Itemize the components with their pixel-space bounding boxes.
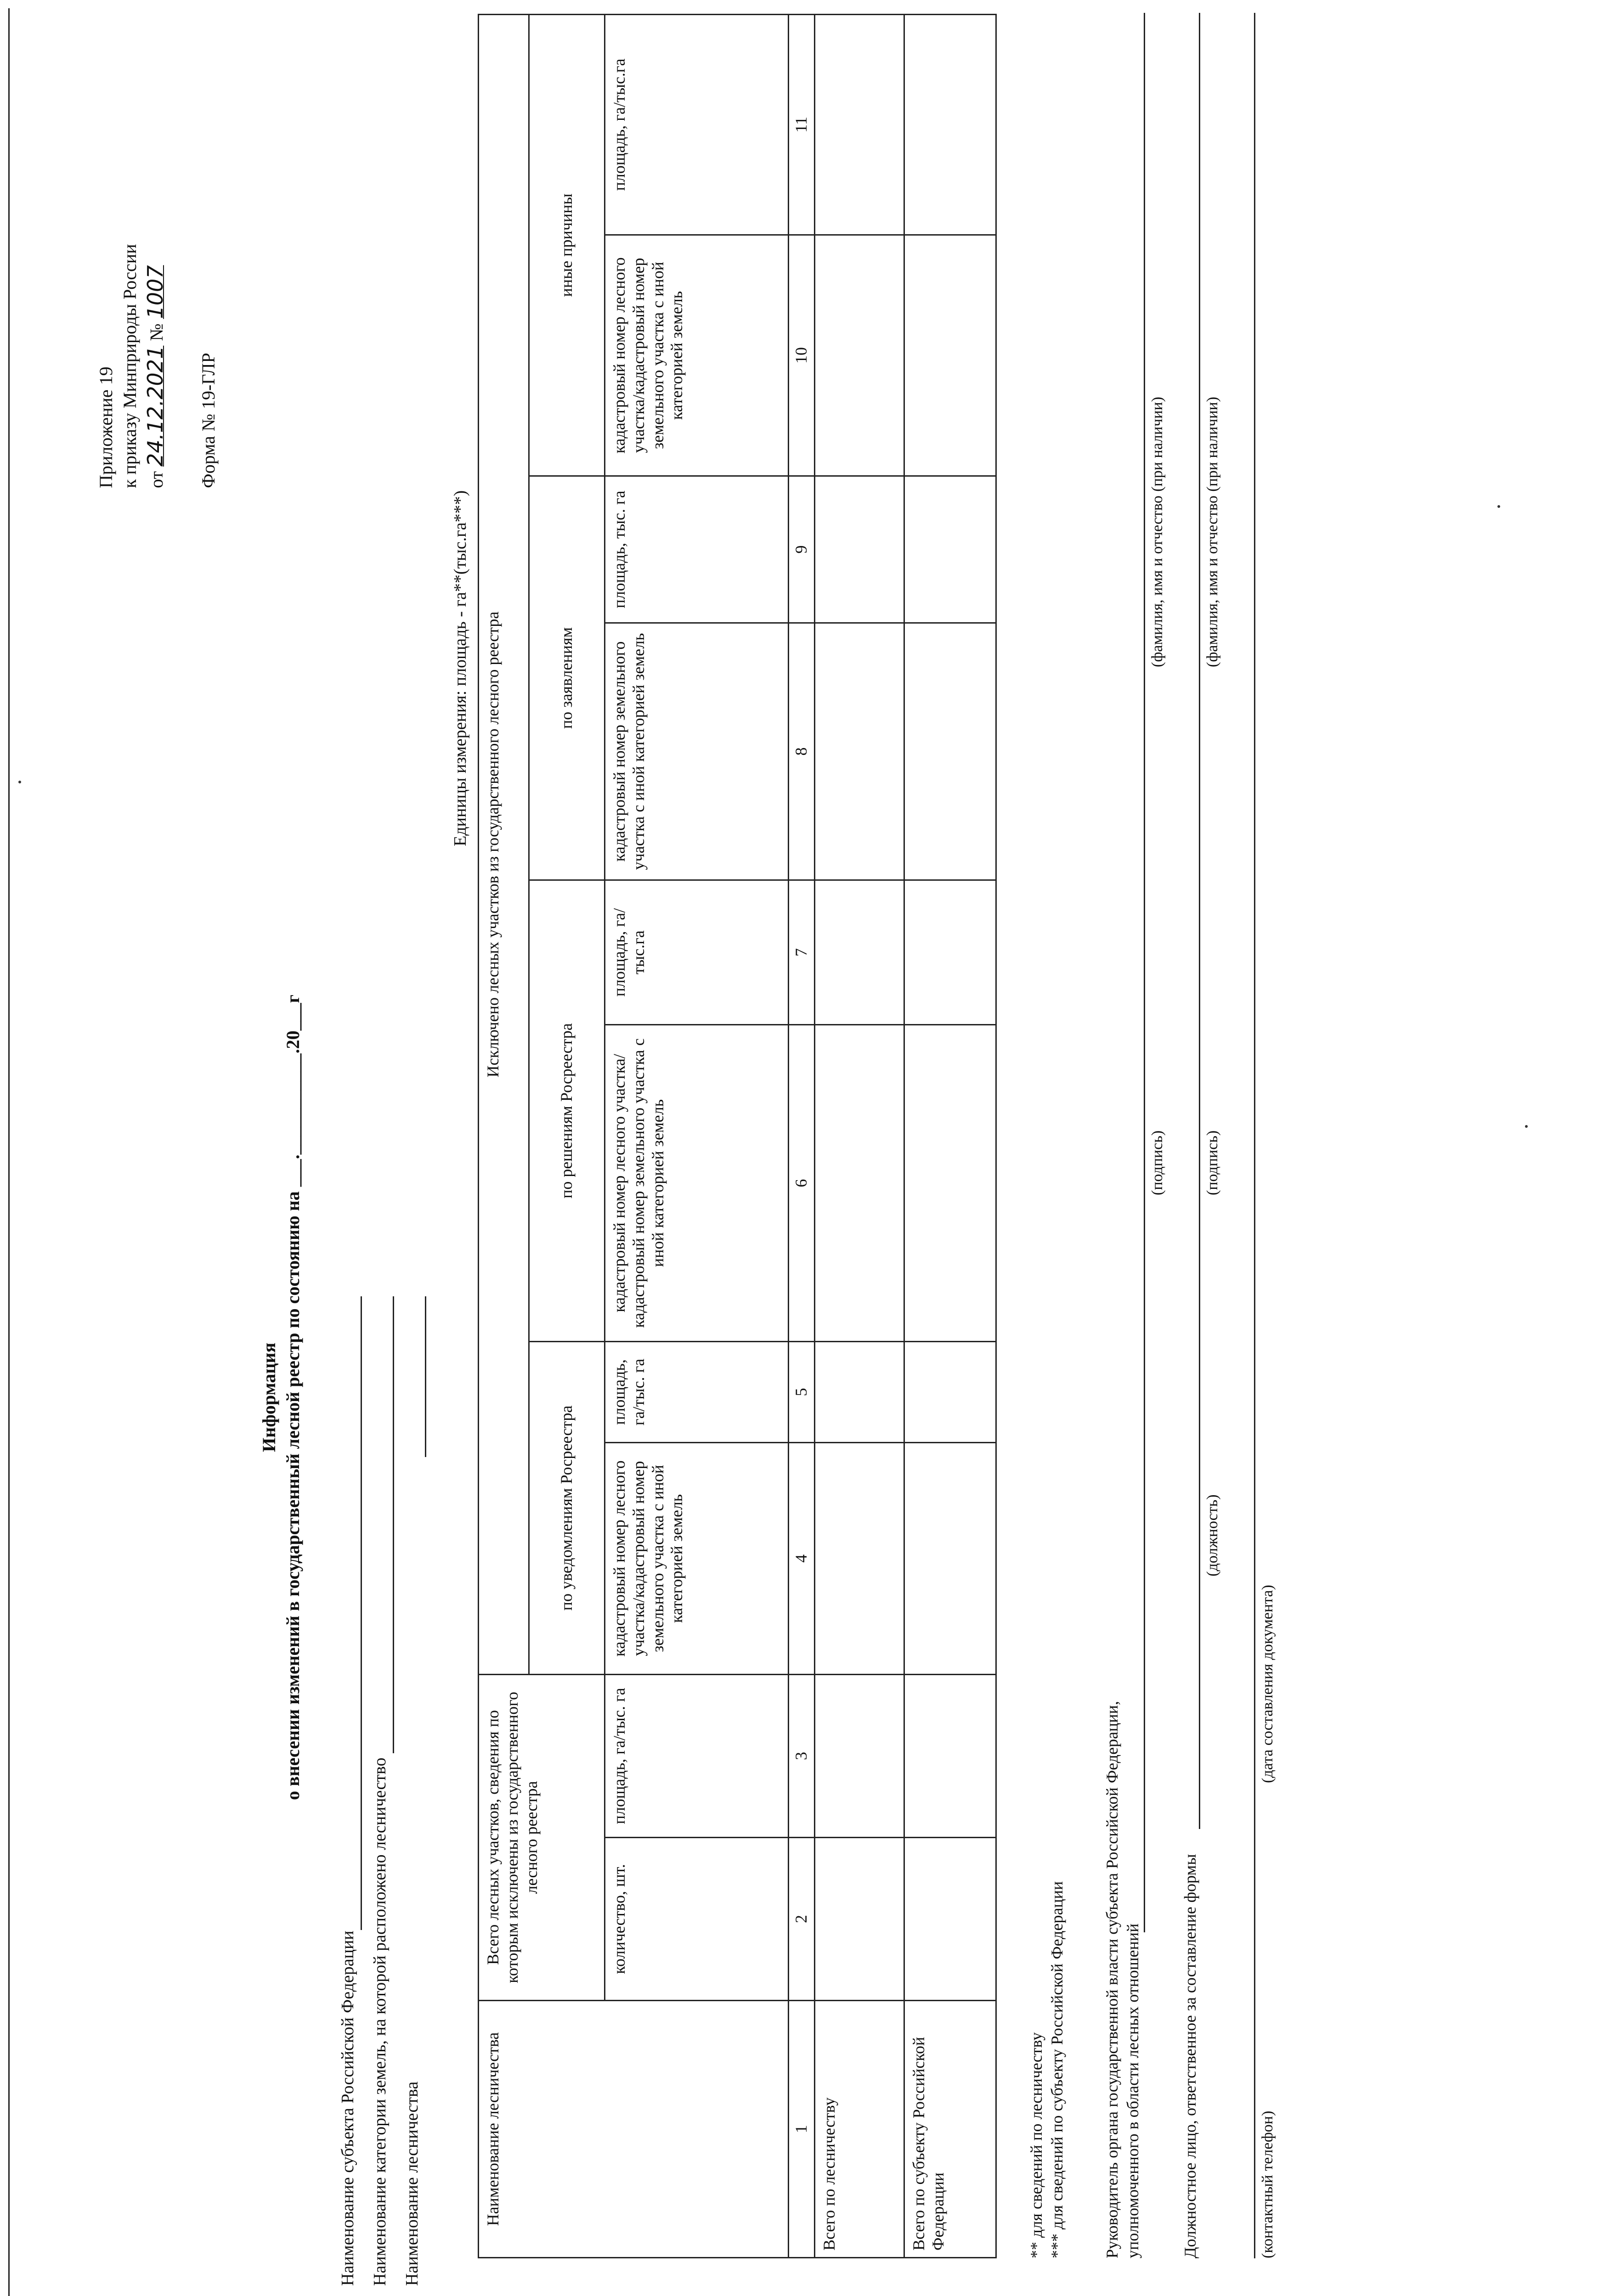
col-number: 6 bbox=[789, 1024, 815, 1341]
header-group-applications: по заявлениям bbox=[529, 476, 605, 880]
table-cell[interactable] bbox=[815, 1674, 904, 1837]
document-title bbox=[257, 754, 305, 2040]
col-number: 7 bbox=[789, 880, 815, 1024]
appendix-block bbox=[94, 244, 169, 488]
sub-cadastral: кадастровый номер лесного участка/кадастровый номер земельного участка с иной категорией земель bbox=[605, 1024, 789, 1341]
table-row bbox=[904, 14, 996, 2257]
forestry-name-label: Наименование лесничества bbox=[402, 2081, 422, 2286]
table-cell[interactable] bbox=[815, 14, 904, 235]
sub-area: площадь, га/тыс. га bbox=[605, 1341, 789, 1442]
table-cell[interactable] bbox=[815, 235, 904, 476]
col-number: 1 bbox=[789, 2001, 815, 2258]
header-total-excluded: Всего лесных участков, сведения по которым исключены из государственного лесного реестра bbox=[479, 1674, 605, 2000]
forestry-name-field[interactable] bbox=[425, 1296, 426, 1457]
responsible-person-label: Должностное лицо, ответственное за составление формы bbox=[1181, 1854, 1199, 2258]
order-number: 1007 bbox=[143, 265, 168, 319]
sub-area: площадь, га/тыс.га bbox=[605, 880, 789, 1024]
col-number: 3 bbox=[789, 1674, 815, 1837]
appendix-line1: Приложение 19 bbox=[96, 366, 116, 488]
appendix-line2: к приказу Минприроды России bbox=[119, 244, 140, 488]
table-cell[interactable] bbox=[904, 1024, 996, 1341]
head-title-line2: уполномоченного в области лесных отношений bbox=[1124, 1923, 1142, 2258]
order-date: 24.12.2021 bbox=[143, 345, 168, 467]
table-cell[interactable] bbox=[815, 1341, 904, 1442]
title-line2 bbox=[281, 754, 305, 2040]
subject-name-label: Наименование субъекта Российской Федерации bbox=[338, 1930, 357, 2286]
col-number: 8 bbox=[789, 623, 815, 880]
table-cell[interactable] bbox=[904, 1674, 996, 1837]
header-group-other: иные причины bbox=[529, 14, 605, 476]
head-fullname-caption: (фамилия, имя и отчество (при наличии) bbox=[1149, 397, 1166, 667]
head-title-line1: Руководитель органа государственной власти субъекта Российской Федерации, bbox=[1103, 1701, 1121, 2258]
date-caption: (дата составления документа) bbox=[1259, 1585, 1276, 1783]
form-number: Форма № 19-ГЛР bbox=[198, 353, 219, 488]
table-cell[interactable] bbox=[815, 1442, 904, 1674]
table-row bbox=[815, 14, 904, 2257]
col-number: 5 bbox=[789, 1341, 815, 1442]
header-group-decisions: по решениям Росреестра bbox=[529, 880, 605, 1341]
table-cell[interactable] bbox=[904, 1442, 996, 1674]
table-cell[interactable] bbox=[904, 14, 996, 235]
col-number: 4 bbox=[789, 1442, 815, 1674]
contact-line[interactable] bbox=[1254, 13, 1255, 2258]
footnote-forestry: ** для сведений по лесничеству bbox=[1027, 2032, 1045, 2258]
head-signature-caption: (подпись) bbox=[1149, 1130, 1166, 1195]
subject-name-field[interactable] bbox=[361, 1296, 362, 1930]
number-prefix: № bbox=[146, 323, 167, 341]
land-category-label: Наименование категории земель, на которой расположено лесничество bbox=[370, 1757, 390, 2286]
land-category-field[interactable] bbox=[393, 1296, 394, 1753]
table-cell[interactable] bbox=[815, 880, 904, 1024]
responsible-signature-caption: (подпись) bbox=[1204, 1130, 1221, 1195]
header-forestry-name: Наименование лесничества bbox=[479, 2001, 789, 2258]
col-number: 2 bbox=[789, 1838, 815, 2001]
header-group-notifications: по уведомлениям Росреестра bbox=[529, 1341, 605, 1674]
row-label-forestry-total: Всего по лесничеству bbox=[815, 2001, 904, 2258]
appendix-date-line bbox=[142, 244, 169, 488]
title-text: о внесении изменений в государственный лесной реестр по состоянию на bbox=[282, 1191, 303, 1800]
sub-cadastral: кадастровый номер земельного участка с иной категорией земель bbox=[605, 623, 789, 880]
sub-cadastral: кадастровый номер лесного участка/кадастровый номер земельного участка с иной категорией земель bbox=[605, 235, 789, 476]
changes-table bbox=[478, 14, 997, 2258]
table-cell[interactable] bbox=[815, 476, 904, 623]
col-number: 10 bbox=[789, 235, 815, 476]
units-note: Единицы измерения: площадь - га**(тыс.га***) bbox=[451, 490, 470, 846]
table-cell[interactable] bbox=[815, 623, 904, 880]
table-cell[interactable] bbox=[815, 1024, 904, 1341]
date-prefix: от bbox=[146, 471, 167, 488]
table-cell[interactable] bbox=[904, 1341, 996, 1442]
header-excluded: Исключено лесных участков из государственного лесного реестра bbox=[479, 14, 529, 1674]
table-cell[interactable] bbox=[815, 1838, 904, 2001]
table-cell[interactable] bbox=[904, 476, 996, 623]
title-line1: Информация bbox=[259, 1342, 279, 1452]
col-number: 9 bbox=[789, 476, 815, 623]
table-cell[interactable] bbox=[904, 1838, 996, 2001]
position-caption: (должность) bbox=[1204, 1494, 1221, 1576]
col-number: 11 bbox=[789, 14, 815, 235]
responsible-signature-line[interactable] bbox=[1199, 13, 1200, 1829]
table-cell[interactable] bbox=[904, 880, 996, 1024]
table-cell[interactable] bbox=[904, 235, 996, 476]
sub-cadastral: кадастровый номер лесного участка/кадастровый номер земельного участка с иной категорией земель bbox=[605, 1442, 789, 1674]
sub-area: площадь, га/тыс.га bbox=[605, 14, 789, 235]
sub-area: площадь, тыс. га bbox=[605, 476, 789, 623]
responsible-fullname-caption: (фамилия, имя и отчество (при наличии) bbox=[1204, 397, 1221, 667]
title-date-blank: ___.___________.20___г bbox=[282, 995, 303, 1187]
sub-area: площадь, га/тыс. га bbox=[605, 1674, 789, 1837]
row-label-subject-total: Всего по субъекту Российской Федерации bbox=[904, 2001, 996, 2258]
table-cell[interactable] bbox=[904, 623, 996, 880]
sub-count: количество, шт. bbox=[605, 1838, 789, 2001]
head-signature-line[interactable] bbox=[1144, 13, 1145, 1932]
footnote-subject: *** для сведений по субъекту Российской Федерации bbox=[1048, 1881, 1066, 2258]
phone-caption: (контактный телефон) bbox=[1259, 2110, 1276, 2258]
